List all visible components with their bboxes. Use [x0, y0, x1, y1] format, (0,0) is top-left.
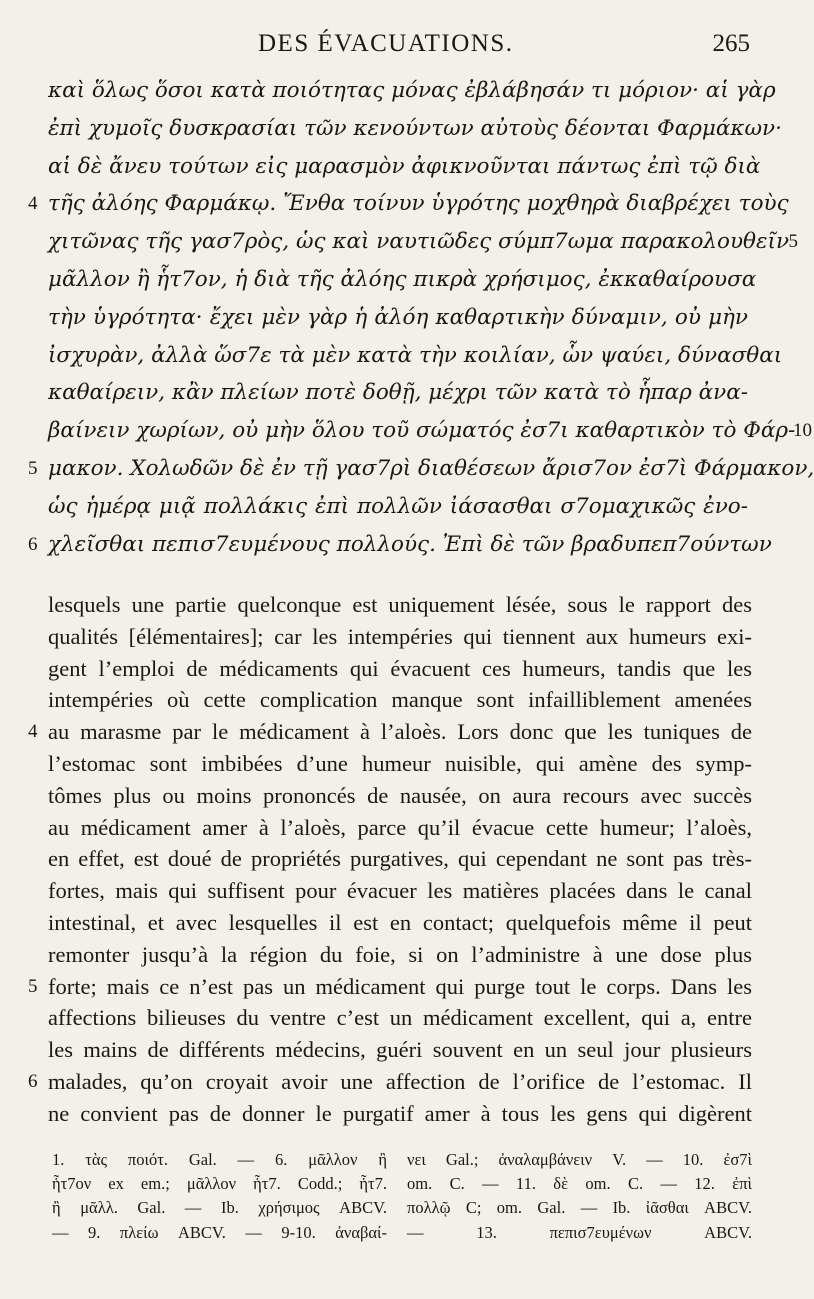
apparatus-note-line: ἧτ7ον ex em.; μᾶλλον ἧτ7. Codd.; ἧτ7.: [52, 1174, 387, 1194]
greek-line: [28, 526, 772, 564]
greek-line-text: τῆς ἀλόης Φαρμάκῳ. Ἔνθα τοίνυν ὑγρότης μοχθηρὰ διαβρέχει τοὺς: [48, 191, 789, 217]
apparatus-column-1: [52, 1148, 387, 1245]
french-line-text: fortes, mais qui suffisent pour évacuer les matières placées dans le canal: [48, 878, 752, 904]
french-line-text: qualités [élémentaires]; car les intempéries qui tiennent aux humeurs exi-: [48, 623, 752, 649]
line-marker-left: 6: [28, 533, 38, 555]
french-line: [48, 907, 752, 939]
greek-line-text: αἱ δὲ ἄνευ τούτων εἰς μαρασμὸν ἀφικνοῦνται πάντως ἐπὶ τῷ διὰ: [48, 153, 761, 179]
critical-apparatus: [52, 1148, 752, 1245]
line-marker-right: 5: [788, 231, 798, 253]
greek-line: [28, 185, 789, 223]
running-head: [0, 30, 800, 60]
french-line: [48, 1034, 752, 1066]
french-line: [48, 875, 752, 907]
line-marker-left: 5: [28, 975, 38, 997]
french-line-text: au marasme par le médicament à l’aloès. Lors donc que les tuniques de: [48, 719, 752, 745]
greek-line-text: μακον. Χολωδῶν δὲ ἐν τῇ γασ7ρὶ διαθέσεων ἄρισ7ον ἐσ7ὶ Φάρμακον,: [48, 455, 814, 481]
apparatus-note-line: 1. τὰς ποιότ. Gal. — 6. μᾶλλον ἢ: [52, 1150, 387, 1169]
french-line: [48, 843, 752, 875]
line-marker-left: 4: [28, 721, 38, 743]
french-line: [28, 971, 752, 1003]
greek-line: [48, 412, 812, 450]
line-marker-left: 4: [28, 193, 38, 215]
french-line: [48, 812, 752, 844]
greek-text-block: [28, 72, 814, 563]
greek-line-text: χιτῶνας τῆς γασ7ρὸς, ὡς καὶ ναυτιῶδες σύμπ7ωμα παρακολουθεῖν: [48, 229, 790, 255]
greek-line-text: ἰσχυρὰν, ἀλλὰ ὥσ7ε τὰ μὲν κατὰ τὴν κοιλίαν, ὧν ψαύει, δύνασθαι: [48, 342, 783, 368]
greek-line-text: τὴν ὑγρότητα· ἔχει μὲν γὰρ ἡ ἀλόη καθαρτικὴν δύναμιν, οὐ μὴν: [48, 304, 748, 330]
line-marker-left: 6: [28, 1070, 38, 1092]
greek-line: [48, 299, 748, 337]
greek-line-text: ἐπὶ χυμοῖς δυσκρασίαι τῶν κενούντων αὐτοὺς δέονται Φαρμάκων·: [48, 115, 782, 141]
greek-line-text: καθαίρειν, κἂν πλείων ποτὲ δοθῇ, μέχρι τῶν κατὰ τὸ ἧπαρ ἀνα-: [48, 380, 748, 406]
french-line: [48, 684, 752, 716]
greek-line-text: μᾶλλον ἢ ἧτ7ον, ἡ διὰ τῆς ἀλόης πικρὰ χρήσιμος, ἐκκαθαίρουσα: [48, 266, 757, 292]
greek-line: [48, 110, 782, 148]
french-line: [48, 939, 752, 971]
french-line-text: en effet, est doué de propriétés purgatives, qui cependant ne sont pas très-: [48, 846, 752, 872]
french-line: [48, 748, 752, 780]
french-line-text: remonter jusqu’à la région du foie, si on l’administre à une dose plus: [48, 941, 752, 967]
apparatus-note-line: ἢ μᾶλλ. Gal. — Ib. χρήσιμος ABCV.: [52, 1198, 387, 1218]
french-line-text: affections bilieuses du ventre c’est un médicament excellent, qui a, entre: [48, 1005, 752, 1031]
line-marker-right: 10: [793, 420, 812, 442]
french-line-text: gent l’emploi de médicaments qui évacuent ces humeurs, tandis que les: [48, 655, 752, 681]
french-line-text: malades, qu’on croyait avoir une affection de l’orifice de l’estomac. Il: [48, 1068, 752, 1094]
greek-line: [48, 488, 748, 526]
french-line-text: ne convient pas de donner le purgatif amer à tous les gens qui digèrent: [48, 1100, 752, 1126]
french-line: [28, 1066, 752, 1098]
french-line-text: intestinal, et avec lesquelles il est en contact; quelquefois même il peut: [48, 909, 752, 935]
page-number: 265: [712, 30, 750, 57]
french-line: [48, 1098, 752, 1130]
french-line: [48, 780, 752, 812]
apparatus-note-line: νει Gal.; ἀναλαμβάνειν V. — 10. ἐσ7ὶ: [407, 1150, 752, 1169]
french-line: [48, 621, 752, 653]
greek-line-text: χλεῖσθαι πεπισ7ευμένους πολλούς. Ἐπὶ δὲ τῶν βραδυπεπ7ούντων: [48, 531, 772, 557]
greek-line-text: βαίνειν χωρίων, οὐ μὴν ὅλου τοῦ σώματός ἐσ7ι καθαρτικὸν τὸ Φάρ-: [48, 418, 796, 444]
french-line: [48, 589, 752, 621]
greek-line-text: καὶ ὅλως ὅσοι κατὰ ποιότητας μόνας ἐβλάβησάν τι μόριον· αἱ γὰρ: [48, 78, 776, 103]
apparatus-note-line: om. C. — 11. δὲ om. C. — 12. ἐπὶ: [407, 1174, 752, 1194]
french-line: [28, 716, 752, 748]
french-line-text: forte; mais ce n’est pas un médicament qui purge tout le corps. Dans les: [48, 973, 752, 999]
greek-line: [48, 148, 761, 186]
greek-line: [48, 374, 748, 412]
greek-line: [48, 223, 798, 261]
greek-line: [28, 450, 814, 488]
french-line-text: au médicament amer à l’aloès, parce qu’il évacue cette humeur; l’aloès,: [48, 814, 752, 840]
french-line-text: intempéries où cette complication manque sont infailliblement amenées: [48, 687, 752, 713]
greek-line-text: ὡς ἡμέρᾳ μιᾷ πολλάκις ἐπὶ πολλῶν ἰάσασθαι σ7ομαχικῶς ἐνο-: [48, 493, 748, 519]
french-translation-block: [28, 589, 752, 1130]
french-line-text: les mains de différents médecins, guéri souvent en un seul jour plusieurs: [48, 1037, 752, 1063]
french-line: [48, 1002, 752, 1034]
greek-line: [48, 337, 783, 375]
running-title: DES ÉVACUATIONS.: [258, 30, 514, 57]
apparatus-column-2: [407, 1148, 752, 1245]
french-line-text: l’estomac sont imbibées d’une humeur nuisible, qui amène des symp-: [48, 750, 752, 776]
french-line: [48, 653, 752, 685]
apparatus-note-line: — 9. πλείω ABCV. — 9-10. ἀναβαί-: [52, 1222, 387, 1242]
french-line-text: tômes plus ou moins prononcés de nausée, on aura recours avec succès: [48, 782, 752, 808]
greek-line: [48, 72, 776, 110]
greek-line: [48, 261, 757, 299]
french-line-text: lesquels une partie quelconque est uniquement lésée, sous le rapport des: [48, 592, 752, 617]
line-marker-left: 5: [28, 457, 38, 479]
apparatus-note-line: πολλῷ C; om. Gal. — Ib. ἰᾶσθαι ABCV.: [407, 1198, 752, 1218]
apparatus-note-line: — 13. πεπισ7ευμένων ABCV.: [407, 1222, 752, 1242]
